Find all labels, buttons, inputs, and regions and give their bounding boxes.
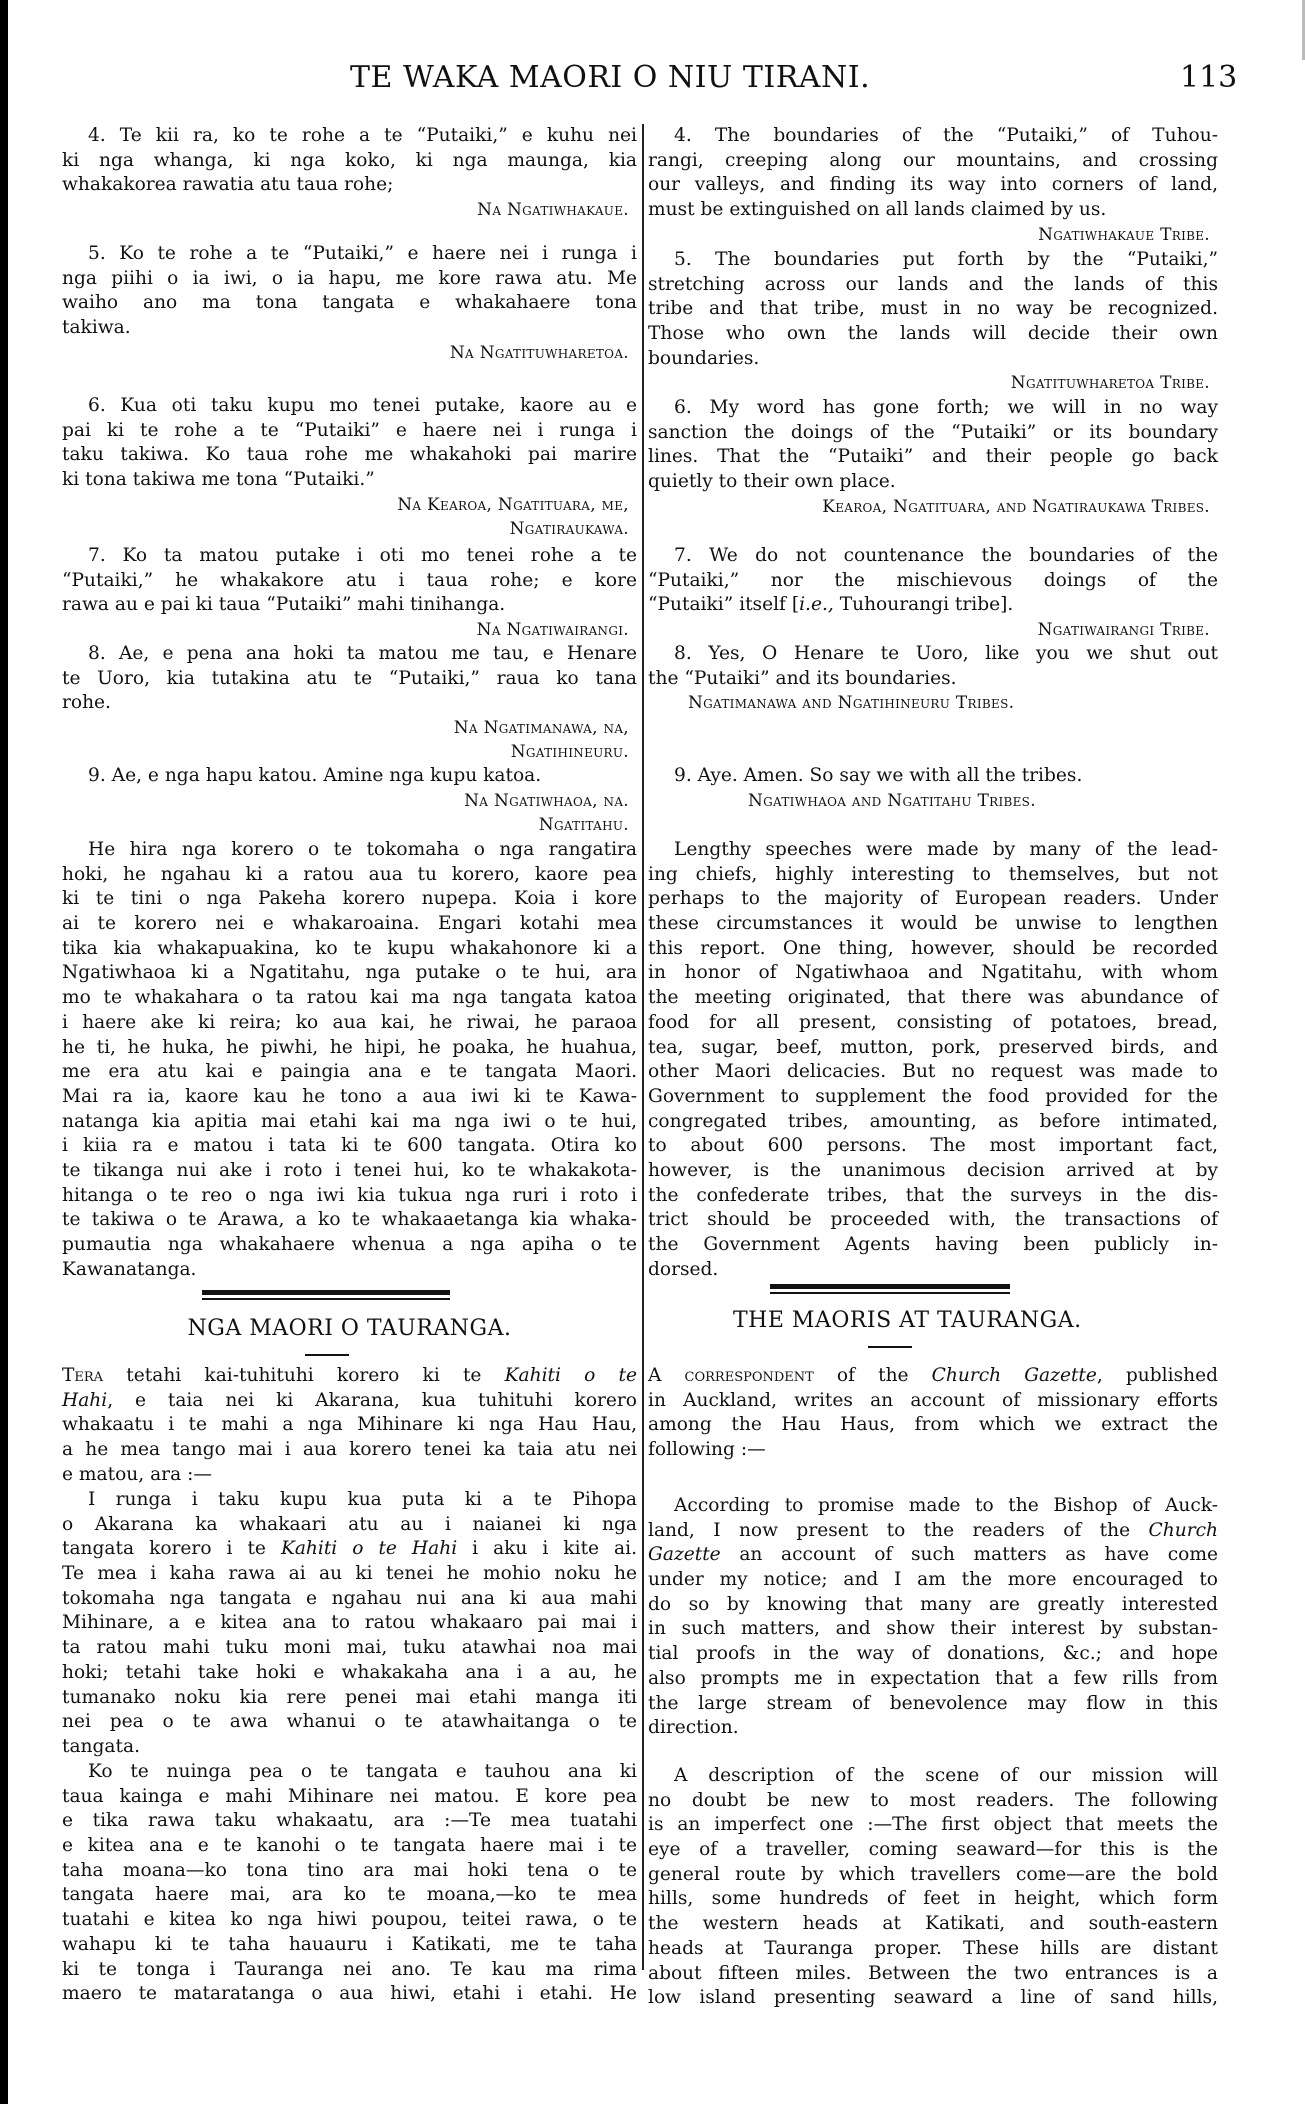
text-line: rawa au e pai ki taua “Putaiki” mahi tinihanga. — [62, 594, 506, 616]
text-line: te tikanga nui ake i roto i tenei hui, ko te whakakota- — [62, 1159, 637, 1181]
text-line: 8. Ae, e pena ana hoki ta matou me tau, e Henare — [88, 643, 637, 664]
text-line — [648, 1519, 1218, 1544]
text-line: “Putaiki,” nor the mischievous doings of the — [648, 569, 1218, 591]
text-span: tangata korero i te — [62, 1538, 266, 1560]
page-number: 113 — [1180, 60, 1238, 95]
lead-word: A correspondent — [648, 1365, 814, 1386]
text-line: tial proofs in the way of donations, &c.; and hope — [648, 1643, 1218, 1665]
signature: Ngatihineuru. — [510, 742, 629, 763]
text-line: tumanako noku kia rere penei mai etahi manga iti — [62, 1686, 637, 1708]
paragraph-4-english — [648, 124, 1218, 247]
text-line — [648, 1543, 1218, 1568]
signature: Na Kearoa, Ngatituara, me, — [397, 494, 629, 515]
text-line: the Government Agents having been publicly in- — [648, 1234, 1218, 1255]
text-line: natanga kia apitia mai etahi kai ma nga iwi o te hui, — [62, 1110, 637, 1132]
text-line: the “Putaiki” and its boundaries. — [648, 667, 957, 689]
text-line: He hira nga korero o te tokomaha o nga rangatira — [88, 839, 637, 860]
text-line: waiho ano ma tona tangata e whakahaere tona — [62, 292, 637, 314]
text-line: trict should be proceeded with, the transactions of — [648, 1209, 1218, 1231]
publication-title: Kahiti o te Hahi — [280, 1538, 458, 1560]
lead-word: Tera — [62, 1365, 104, 1386]
text-line: ki te tini o nga Pakeha korero nupepa. Koia i kore — [62, 888, 637, 910]
text-line: these circumstances it would be unwise to lengthen — [648, 913, 1218, 935]
text-line: direction. — [648, 1717, 739, 1739]
text-line: me era atu kai e paingia ana e te tangata Maori. — [62, 1061, 637, 1083]
text-line: i kiia ra e matou i tata ki te 600 tangata. Otira ko — [62, 1135, 637, 1157]
paragraph-scene-maori — [62, 1760, 637, 2007]
paragraph-scene-english — [648, 1764, 1218, 2011]
text-line: Ko te nuinga pea o te tangata e tauhou ana ki — [88, 1761, 637, 1782]
signature: Na Ngatimanawa, na, — [453, 718, 629, 739]
text-line: the confederate tribes, that the surveys in the dis- — [648, 1184, 1218, 1206]
text-line: Mihinare, a e kitea ana to ratou whakaaro pai mai i — [62, 1612, 637, 1634]
text-line: wahapu ki te taha hauauru i Katikati, me te taha — [62, 1933, 637, 1955]
text-line: 9. Aye. Amen. So say we with all the tribes. — [674, 765, 1083, 786]
text-line: however, is the unanimous decision arrived at by — [648, 1159, 1218, 1181]
text-line: i haere ake ki reira; ko aua kai, he riwai, he paraoa — [62, 1011, 637, 1033]
text-line: following :— — [648, 1439, 766, 1461]
text-line: pumautia nga whakahaere whenua a nga apiha o te — [62, 1234, 637, 1255]
paragraph-9-maori — [62, 764, 637, 837]
text-line: the large stream of benevolence may flow in this — [648, 1692, 1218, 1714]
paragraph-7-maori — [62, 544, 637, 642]
column-divider — [642, 124, 644, 1970]
text-line: hoki; tetahi take hoki e whakakaha ana i a au, he — [62, 1661, 637, 1683]
text-line: taha moana—ko tona tino ara mai hoki tena o te — [62, 1859, 637, 1881]
text-line: taku takiwa. Ko taua rohe me whakahoki pai marire — [62, 444, 637, 466]
publication-title: Hahi — [62, 1389, 108, 1411]
signature: Ngatiwairangi Tribe. — [1037, 620, 1210, 641]
paragraph-report-maori — [62, 838, 637, 1282]
text-line: do so by knowing that many are greatly interested — [648, 1593, 1218, 1615]
text-line: tika kia whakapuakina, ko te kupu whakahonore ki a — [62, 937, 637, 959]
text-line — [62, 1364, 637, 1389]
paragraph-5-maori — [62, 242, 637, 365]
text-line: 6. Kua oti taku kupu mo tenei putake, kaore au e — [88, 395, 637, 416]
signature: Ngatimanawa and Ngatihineuru Tribes. — [688, 693, 1015, 714]
text-span: , e taia nei ki Akarana, kua tuhituhi korero — [107, 1389, 637, 1411]
text-line: he ti, he huka, he piwhi, he hipi, he poaka, he huahua, — [62, 1036, 637, 1058]
text-line: e tika rawa taku whakaatu, ara :—Te mea tuatahi — [62, 1810, 637, 1832]
abbreviation: i.e., — [799, 594, 834, 616]
text-line: 9. Ae, e nga hapu katou. Amine nga kupu katoa. — [88, 765, 542, 786]
text-line: in such matters, and show their interest by substan- — [648, 1618, 1218, 1640]
text-line: no doubt be new to most readers. The following — [648, 1789, 1218, 1811]
text-line: According to promise made to the Bishop of Auck- — [674, 1495, 1218, 1516]
paragraph-8-english — [648, 642, 1218, 715]
text-line: hitanga o te reo o nga iwi kia tukua nga ruri i roto i — [62, 1184, 637, 1206]
intro-paragraph-english — [648, 1364, 1218, 1463]
text-line: to about 600 persons. The most important fact, — [648, 1135, 1218, 1157]
paragraph-report-english — [648, 838, 1218, 1282]
text-line: Mai ra ia, kaore kau he tono a aua iwi ki te Kawa- — [62, 1085, 637, 1107]
text-line: whakakorea rawatia atu taua rohe; — [62, 174, 394, 196]
text-line: our valleys, and finding its way into corners of land, — [648, 174, 1218, 196]
signature: Na Ngatiwhaoa, na. — [464, 790, 629, 811]
text-line: Kawanatanga. — [62, 1258, 197, 1280]
text-line: ki tona takiwa me tona “Putaiki.” — [62, 469, 375, 491]
text-line: ta ratou mahi tuku moni mai, tuku atawhai noa mai — [62, 1637, 637, 1659]
text-line: I runga i taku kupu kua puta ki a te Pihopa — [88, 1489, 637, 1510]
text-line: 4. The boundaries of the “Putaiki,” of Tuhou- — [674, 125, 1218, 146]
text-line: dorsed. — [648, 1258, 719, 1280]
publication-title: Gazette — [648, 1544, 721, 1566]
text-line: also prompts me in expectation that a few rills from — [648, 1667, 1218, 1689]
text-span: i aku i kite ai. — [472, 1538, 637, 1560]
text-span: of the — [813, 1365, 932, 1386]
text-line: a he mea tango mai i aua korero tenei ka taia atu nei — [62, 1439, 637, 1461]
text-line: te Uoro, kia tutakina atu te “Putaiki,” raua ko tana — [62, 667, 637, 689]
text-line: taua kainga e mahi Mihinare nei matou. E kore pea — [62, 1785, 637, 1807]
text-line: 4. Te kii ra, ko te rohe a te “Putaiki,” e kuhu nei — [88, 125, 637, 146]
text-line: takiwa. — [62, 317, 131, 339]
text-line: o Akarana ka whakaari atu au i naianei ki nga — [62, 1513, 637, 1535]
text-line: food for all present, consisting of potatoes, bread, — [648, 1011, 1218, 1033]
paragraph-5-english — [648, 248, 1218, 395]
text-line: maero te mataratanga o aua hiwi, etahi i etahi. He — [62, 1983, 637, 2005]
text-line: “Putaiki,” he whakakore atu i taua rohe; e kore — [62, 569, 637, 591]
text-span: an account of such matters as have come — [720, 1544, 1218, 1566]
text-line: congregated tribes, amounting, as before intimated, — [648, 1110, 1218, 1132]
text-span: tetahi kai-tuhituhi korero ki te — [126, 1365, 482, 1386]
text-line: ki te tonga i Tauranga nei ano. Te kau ma rima — [62, 1958, 637, 1980]
text-line: ai te korero nei e whakaroaina. Engari kotahi mea — [62, 913, 637, 935]
text-line: quietly to their own place. — [648, 471, 896, 493]
text-line: Te mea i kaha rawa ai au ki tenei he mohio noku he — [62, 1563, 637, 1585]
signature: Na Ngatiwairangi. — [476, 620, 629, 641]
text-line: A description of the scene of our mission will — [674, 1765, 1218, 1786]
text-line: tokomaha nga tangata e ngahau nui ana ki aua mahi — [62, 1587, 637, 1609]
text-span: land, I now present to the readers of the — [648, 1519, 1131, 1541]
heading-rule — [305, 1354, 349, 1356]
section-rule — [770, 1284, 1010, 1289]
text-line: low island presenting seaward a line of sand hills, — [648, 1987, 1218, 2009]
text-line: heads at Tauranga proper. These hills are distant — [648, 1937, 1218, 1959]
text-line: whakaatu i te mahi a nga Mihinare ki nga Hau Hau, — [62, 1414, 637, 1436]
text-line: te takiwa o te Arawa, a ko te whakaaetanga kia whaka- — [62, 1209, 637, 1231]
text-span: Tuhourangi tribe]. — [833, 594, 1014, 616]
text-line: 8. Yes, O Henare te Uoro, like you we shut out — [674, 643, 1218, 664]
text-line: rohe. — [62, 692, 111, 714]
publication-title: Church Gazette — [931, 1365, 1097, 1386]
text-line: in honor of Ngatiwhaoa and Ngatitahu, with whom — [648, 962, 1218, 984]
text-line: other Maori delicacies. But no request was made to — [648, 1061, 1218, 1083]
text-line: lines. That the “Putaiki” and their people go back — [648, 446, 1218, 468]
paragraph-6-maori — [62, 394, 637, 541]
text-line: tangata haere mai, ara ko te moana,—ko te mea — [62, 1884, 637, 1906]
publication-title: Church — [1148, 1519, 1219, 1541]
signature: Ngatitahu. — [538, 814, 629, 835]
signature: Ngatituwharetoa Tribe. — [1010, 373, 1210, 394]
text-line: e kitea ana e te kanohi o te tangata haere mai i te — [62, 1835, 637, 1857]
text-line — [648, 1364, 1218, 1389]
text-line: ing chiefs, highly interesting to themselves, but not — [648, 863, 1218, 885]
text-line — [648, 593, 1218, 618]
text-line: eye of a traveller, coming seaward—for this is the — [648, 1839, 1218, 1861]
text-line: tea, sugar, beef, mutton, pork, preserved birds, and — [648, 1036, 1218, 1058]
text-line: boundaries. — [648, 347, 760, 369]
signature: Kearoa, Ngatituara, and Ngatiraukawa Tribes. — [822, 496, 1210, 517]
text-line: about fifteen miles. Between the two entrances is a — [648, 1962, 1218, 1984]
text-line: tribe and that tribe, must in no way be recognized. — [648, 298, 1218, 320]
running-title: TE WAKA MAORI O NIU TIRANI. — [350, 60, 871, 95]
paragraph-bishop-maori — [62, 1488, 637, 1760]
text-line: pai ki te rohe a te “Putaiki” e haere nei i runga i — [62, 419, 637, 441]
text-line: stretching across our lands and the lands of this — [648, 273, 1218, 295]
text-line: among the Hau Haus, from which we extract the — [648, 1414, 1218, 1436]
text-line: must be extinguished on all lands claimed by us. — [648, 199, 1107, 221]
heading-rule — [868, 1346, 912, 1348]
text-line: ki nga whanga, ki nga koko, ki nga maunga, kia — [62, 149, 637, 171]
text-line: 6. My word has gone forth; we will in no way — [674, 397, 1218, 418]
text-line: Those who own the lands will decide their own — [648, 323, 1218, 345]
text-line: tangata. — [62, 1735, 140, 1757]
paragraph-6-english — [648, 396, 1218, 519]
section-heading: THE MAORIS AT TAURANGA. — [733, 1308, 1082, 1333]
text-line: Ngatiwhaoa ki a Ngatitahu, nga putake o te hui, ara — [62, 962, 637, 984]
text-line — [62, 1537, 637, 1562]
section-heading: NGA MAORI O TAURANGA. — [187, 1316, 512, 1341]
text-line: Lengthy speeches were made by many of the lead- — [674, 839, 1218, 860]
text-span: , published — [1096, 1365, 1218, 1386]
text-line: 5. The boundaries put forth by the “Putaiki,” — [674, 249, 1218, 270]
intro-paragraph-maori — [62, 1364, 637, 1487]
text-line: nga piihi o ia iwi, o ia hapu, me kore rawa atu. Me — [62, 267, 637, 289]
text-line: is an imperfect one :—The first object that meets the — [648, 1814, 1218, 1836]
text-line: rangi, creeping along our mountains, and crossing — [648, 149, 1218, 171]
text-line: tuatahi e kitea ko nga hiwi poupou, teitei rawa, o te — [62, 1909, 637, 1931]
text-span: “Putaiki” itself [ — [648, 594, 800, 616]
text-line: Government to supplement the food provided for the — [648, 1085, 1218, 1107]
signature: Ngatiwhakaue Tribe. — [1038, 224, 1210, 245]
text-line: 7. We do not countenance the boundaries of the — [674, 545, 1218, 566]
paragraph-9-english — [648, 764, 1218, 813]
text-line: mo te whakahara o ta ratou kai ma nga tangata katoa — [62, 987, 637, 1009]
text-line: 5. Ko te rohe a te “Putaiki,” e haere nei i runga i — [88, 243, 637, 264]
text-line: in Auckland, writes an account of missionary efforts — [648, 1389, 1218, 1411]
signature: Ngatiwhaoa and Ngatitahu Tribes. — [748, 790, 1036, 811]
text-line: 7. Ko ta matou putake i oti mo tenei rohe a te — [88, 545, 637, 566]
page-header — [0, 60, 1305, 100]
text-line: hills, some hundreds of feet in height, which form — [648, 1888, 1218, 1910]
signature: Na Ngatiwhakaue. — [477, 200, 629, 221]
paragraph-bishop-english — [648, 1494, 1218, 1741]
text-line: this report. One thing, however, should be recorded — [648, 937, 1218, 959]
signature: Na Ngatituwharetoa. — [449, 342, 629, 363]
text-line: sanction the doings of the “Putaiki” or its boundary — [648, 421, 1218, 443]
text-line: under my notice; and I am the more encouraged to — [648, 1569, 1218, 1591]
section-rule — [202, 1290, 450, 1295]
paragraph-4-maori — [62, 124, 637, 222]
page-edge-shadow — [0, 0, 8, 2104]
text-line: perhaps to the majority of European readers. Under — [648, 888, 1218, 910]
text-line: general route by which travellers come—are the bold — [648, 1863, 1218, 1885]
signature: Ngatiraukawa. — [509, 518, 629, 539]
paragraph-8-maori — [62, 642, 637, 764]
text-line: nei pea o te awa whanui o te atawhaitanga o te — [62, 1711, 637, 1733]
publication-title: Kahiti o te — [504, 1365, 638, 1386]
text-line: the meeting originated, that there was abundance of — [648, 987, 1218, 1009]
text-line: hoki, he ngahau ki a ratou aua tu korero, kaore pea — [62, 863, 637, 885]
text-line: the western heads at Katikati, and south-eastern — [648, 1913, 1218, 1935]
text-line — [62, 1389, 637, 1414]
text-line: e matou, ara :— — [62, 1463, 212, 1485]
paragraph-7-english — [648, 544, 1218, 642]
